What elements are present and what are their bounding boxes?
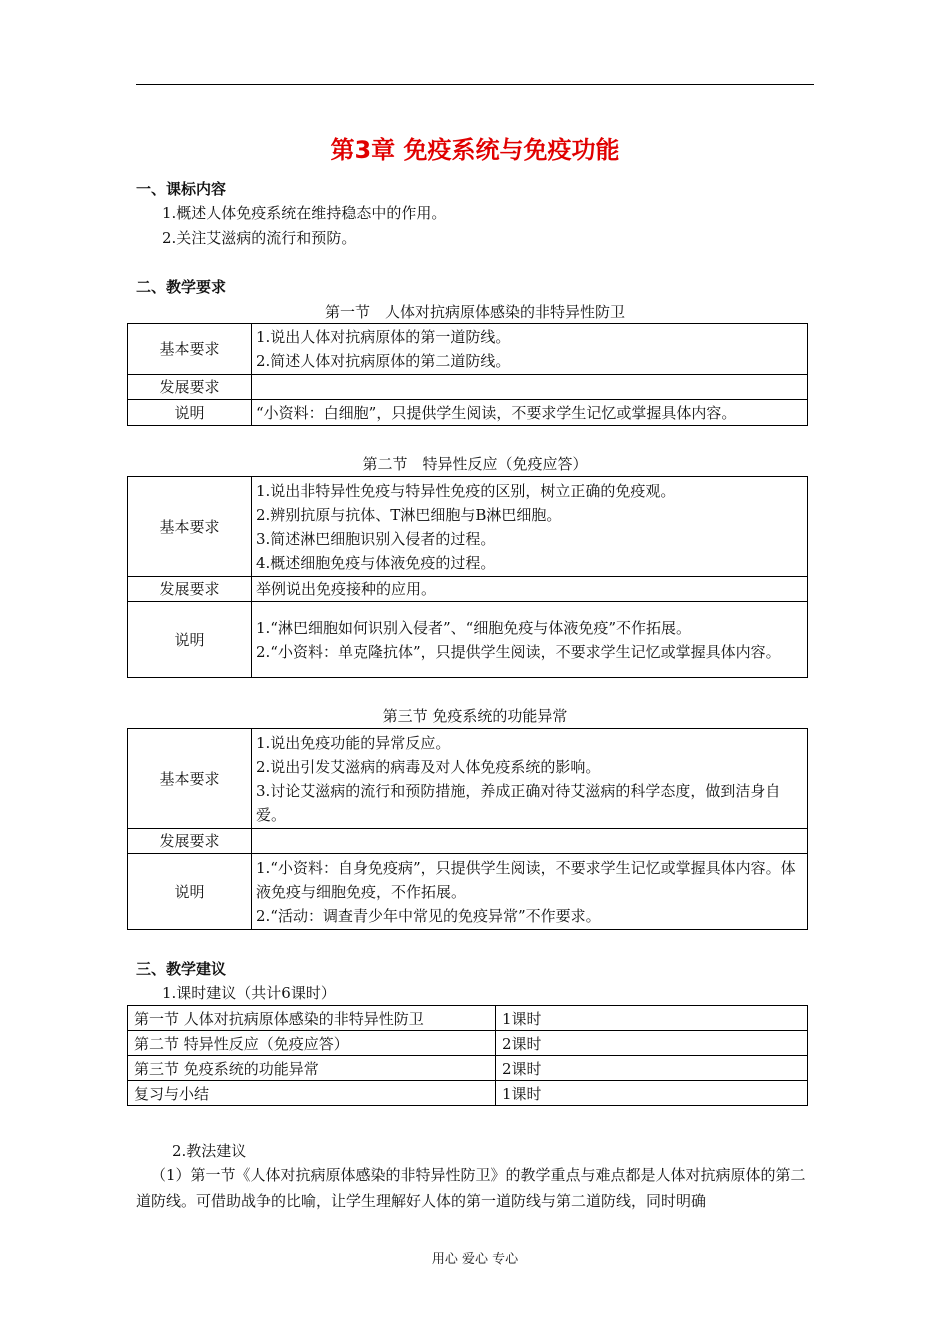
table-caption: 第二节 特异性反应（免疫应答） [362,455,588,473]
row-label: 基本要求 [128,324,252,375]
header-rule [136,84,814,85]
row-label: 发展要求 [128,829,252,854]
hours-value-cell: 2课时 [496,1031,808,1056]
method-paragraph: （1）第一节《人体对抗病原体感染的非特异性防卫》的教学重点与难点都是人体对抗病原体的第二道防线。可借助战争的比喻，让学生理解好人体的第一道防线与第二道防线，同时明确 [136,1166,806,1210]
row-label: 发展要求 [128,577,252,602]
hours-value-cell: 1课时 [496,1006,808,1031]
requirement-item: 2.说出引发艾滋病的病毒及对人体免疫系统的影响。 [256,757,601,776]
hours-section-cell: 复习与小结 [128,1081,496,1106]
requirement-item: 2.简述人体对抗病原体的第二道防线。 [256,352,511,370]
requirement-item: 1.说出人体对抗病原体的第一道防线。 [256,328,511,346]
row-content: “小资料：白细胞”，只提供学生阅读，不要求学生记忆或掌握具体内容。 [252,400,808,426]
row-label: 说明 [128,400,252,426]
row-label: 说明 [128,854,252,930]
row-label: 发展要求 [128,375,252,400]
row-content [252,829,808,854]
subheading-hours: 1.课时建议（共计6课时） [162,984,336,1002]
curriculum-item: 2.关注艾滋病的流行和预防。 [162,229,357,247]
row-content [252,375,808,400]
requirement-item: 3.简述淋巴细胞识别入侵者的过程。 [256,529,496,548]
table-caption: 第三节 免疫系统的功能异常 [382,707,568,725]
curriculum-item: 1.概述人体免疫系统在维持稳态中的作用。 [162,204,447,222]
row-label: 基本要求 [128,477,252,577]
hours-section-cell: 第二节 特异性反应（免疫应答） [128,1031,496,1056]
requirements-table-2 [127,476,808,678]
table-caption: 第一节 人体对抗病原体感染的非特异性防卫 [324,303,625,321]
requirement-item: 2.“小资料：单克隆抗体”，只提供学生阅读，不要求学生记忆或掌握具体内容。 [256,642,781,661]
requirement-item: 2.辨别抗原与抗体、T淋巴细胞与B淋巴细胞。 [256,505,562,524]
row-label: 说明 [128,602,252,678]
row-content [252,477,808,577]
row-content [252,729,808,829]
requirements-table-1 [127,323,808,426]
hours-section-cell: 第三节 免疫系统的功能异常 [128,1056,496,1081]
subheading-methods: 2.教法建议 [172,1142,247,1160]
page-footer: 用心 爱心 专心 [431,1252,519,1267]
hours-section-cell: 第一节 人体对抗病原体感染的非特异性防卫 [128,1006,496,1031]
requirement-item: 1.说出非特异性免疫与特异性免疫的区别，树立正确的免疫观。 [256,481,676,500]
row-label: 基本要求 [128,729,252,829]
requirement-item: 1.“淋巴细胞如何识别入侵者”、“细胞免疫与体液免疫”不作拓展。 [256,618,691,637]
row-content [252,324,808,375]
requirement-item: 2.“活动：调查青少年中常见的免疫异常”不作要求。 [256,906,601,925]
section-heading-curriculum: 一、课标内容 [136,180,227,198]
hours-value-cell: 2课时 [496,1056,808,1081]
requirement-item: 1.说出免疫功能的异常反应。 [256,733,451,752]
class-hours-table [127,1005,808,1106]
row-content [252,602,808,678]
requirements-table-3 [127,728,808,930]
hours-value-cell: 1课时 [496,1081,808,1106]
requirement-item: 4.概述细胞免疫与体液免疫的过程。 [256,553,496,572]
requirement-item: 3.讨论艾滋病的流行和预防措施，养成正确对待艾滋病的科学态度，做到洁身自爱。 [256,781,781,824]
page-title: 第3章 免疫系统与免疫功能 [330,136,620,164]
requirement-item: 1.“小资料：自身免疫病”，只提供学生阅读，不要求学生记忆或掌握具体内容。体液免疫与细胞免疫，不作拓展。 [256,858,796,901]
section-heading-suggestions: 三、教学建议 [136,960,227,978]
section-heading-requirements: 二、教学要求 [136,278,227,296]
row-content: 举例说出免疫接种的应用。 [252,577,808,602]
row-content [252,854,808,930]
